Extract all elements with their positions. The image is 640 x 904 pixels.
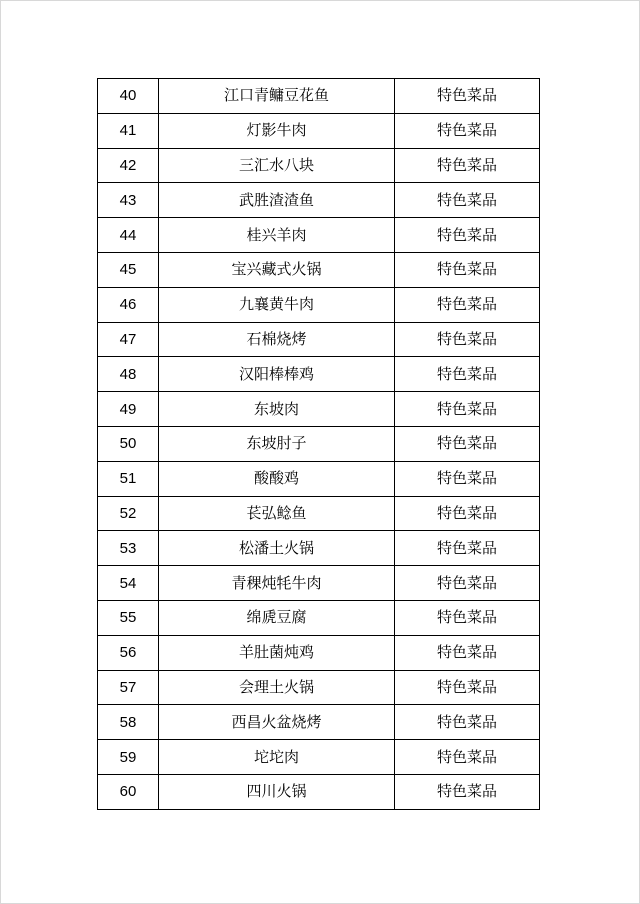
table-row: [98, 357, 540, 392]
table-row: [98, 148, 540, 183]
dish-category: 特色菜品: [395, 218, 540, 253]
dish-category: 特色菜品: [395, 774, 540, 809]
dish-name: 会理土火锅: [159, 670, 395, 705]
dish-name: 西昌火盆烧烤: [159, 705, 395, 740]
table-row: [98, 740, 540, 775]
dish-category: 特色菜品: [395, 148, 540, 183]
dish-category: 特色菜品: [395, 461, 540, 496]
dish-name: 武胜渣渣鱼: [159, 183, 395, 218]
table-row: [98, 496, 540, 531]
dish-category: 特色菜品: [395, 252, 540, 287]
dish-category: 特色菜品: [395, 79, 540, 114]
row-number: 60: [98, 774, 159, 809]
row-number: 45: [98, 252, 159, 287]
row-number: 41: [98, 113, 159, 148]
row-number: 49: [98, 392, 159, 427]
row-number: 52: [98, 496, 159, 531]
row-number: 56: [98, 635, 159, 670]
row-number: 59: [98, 740, 159, 775]
row-number: 57: [98, 670, 159, 705]
table-row: [98, 392, 540, 427]
dish-name: 九襄黄牛肉: [159, 287, 395, 322]
dish-category: 特色菜品: [395, 705, 540, 740]
row-number: 40: [98, 79, 159, 114]
dish-name: 石棉烧烤: [159, 322, 395, 357]
dish-name: 四川火锅: [159, 774, 395, 809]
dish-category: 特色菜品: [395, 600, 540, 635]
table-row: [98, 322, 540, 357]
table-row: [98, 79, 540, 114]
row-number: 55: [98, 600, 159, 635]
row-number: 44: [98, 218, 159, 253]
table-row: [98, 635, 540, 670]
table-row: [98, 183, 540, 218]
dish-category: 特色菜品: [395, 183, 540, 218]
dish-category: 特色菜品: [395, 531, 540, 566]
table-row: [98, 426, 540, 461]
dish-name: 东坡肘子: [159, 426, 395, 461]
dish-category: 特色菜品: [395, 566, 540, 601]
table-body: [98, 79, 540, 810]
row-number: 47: [98, 322, 159, 357]
dish-category: 特色菜品: [395, 635, 540, 670]
dish-category: 特色菜品: [395, 287, 540, 322]
row-number: 53: [98, 531, 159, 566]
dish-name: 苌弘鲶鱼: [159, 496, 395, 531]
dish-category: 特色菜品: [395, 496, 540, 531]
dish-name: 青稞炖牦牛肉: [159, 566, 395, 601]
row-number: 58: [98, 705, 159, 740]
dish-category: 特色菜品: [395, 670, 540, 705]
table-row: [98, 218, 540, 253]
dish-name: 东坡肉: [159, 392, 395, 427]
table-row: [98, 287, 540, 322]
table-row: [98, 774, 540, 809]
dish-category: 特色菜品: [395, 392, 540, 427]
dish-name: 三汇水八块: [159, 148, 395, 183]
dish-name: 江口青鳙豆花鱼: [159, 79, 395, 114]
dish-name: 松潘土火锅: [159, 531, 395, 566]
dish-name: 桂兴羊肉: [159, 218, 395, 253]
row-number: 42: [98, 148, 159, 183]
dish-category: 特色菜品: [395, 113, 540, 148]
table-row: [98, 531, 540, 566]
dish-category: 特色菜品: [395, 740, 540, 775]
table-row: [98, 113, 540, 148]
table-row: [98, 670, 540, 705]
dish-category: 特色菜品: [395, 322, 540, 357]
dish-name: 坨坨肉: [159, 740, 395, 775]
table-row: [98, 705, 540, 740]
dish-name: 宝兴藏式火锅: [159, 252, 395, 287]
row-number: 54: [98, 566, 159, 601]
row-number: 43: [98, 183, 159, 218]
table-row: [98, 461, 540, 496]
dish-category: 特色菜品: [395, 426, 540, 461]
dish-name: 酸酸鸡: [159, 461, 395, 496]
dish-table: [97, 78, 540, 810]
row-number: 51: [98, 461, 159, 496]
row-number: 48: [98, 357, 159, 392]
dish-name: 灯影牛肉: [159, 113, 395, 148]
row-number: 46: [98, 287, 159, 322]
dish-category: 特色菜品: [395, 357, 540, 392]
dish-name: 汉阳棒棒鸡: [159, 357, 395, 392]
table-row: [98, 252, 540, 287]
table-row: [98, 566, 540, 601]
row-number: 50: [98, 426, 159, 461]
table-row: [98, 600, 540, 635]
dish-name: 绵虒豆腐: [159, 600, 395, 635]
dish-name: 羊肚菌炖鸡: [159, 635, 395, 670]
